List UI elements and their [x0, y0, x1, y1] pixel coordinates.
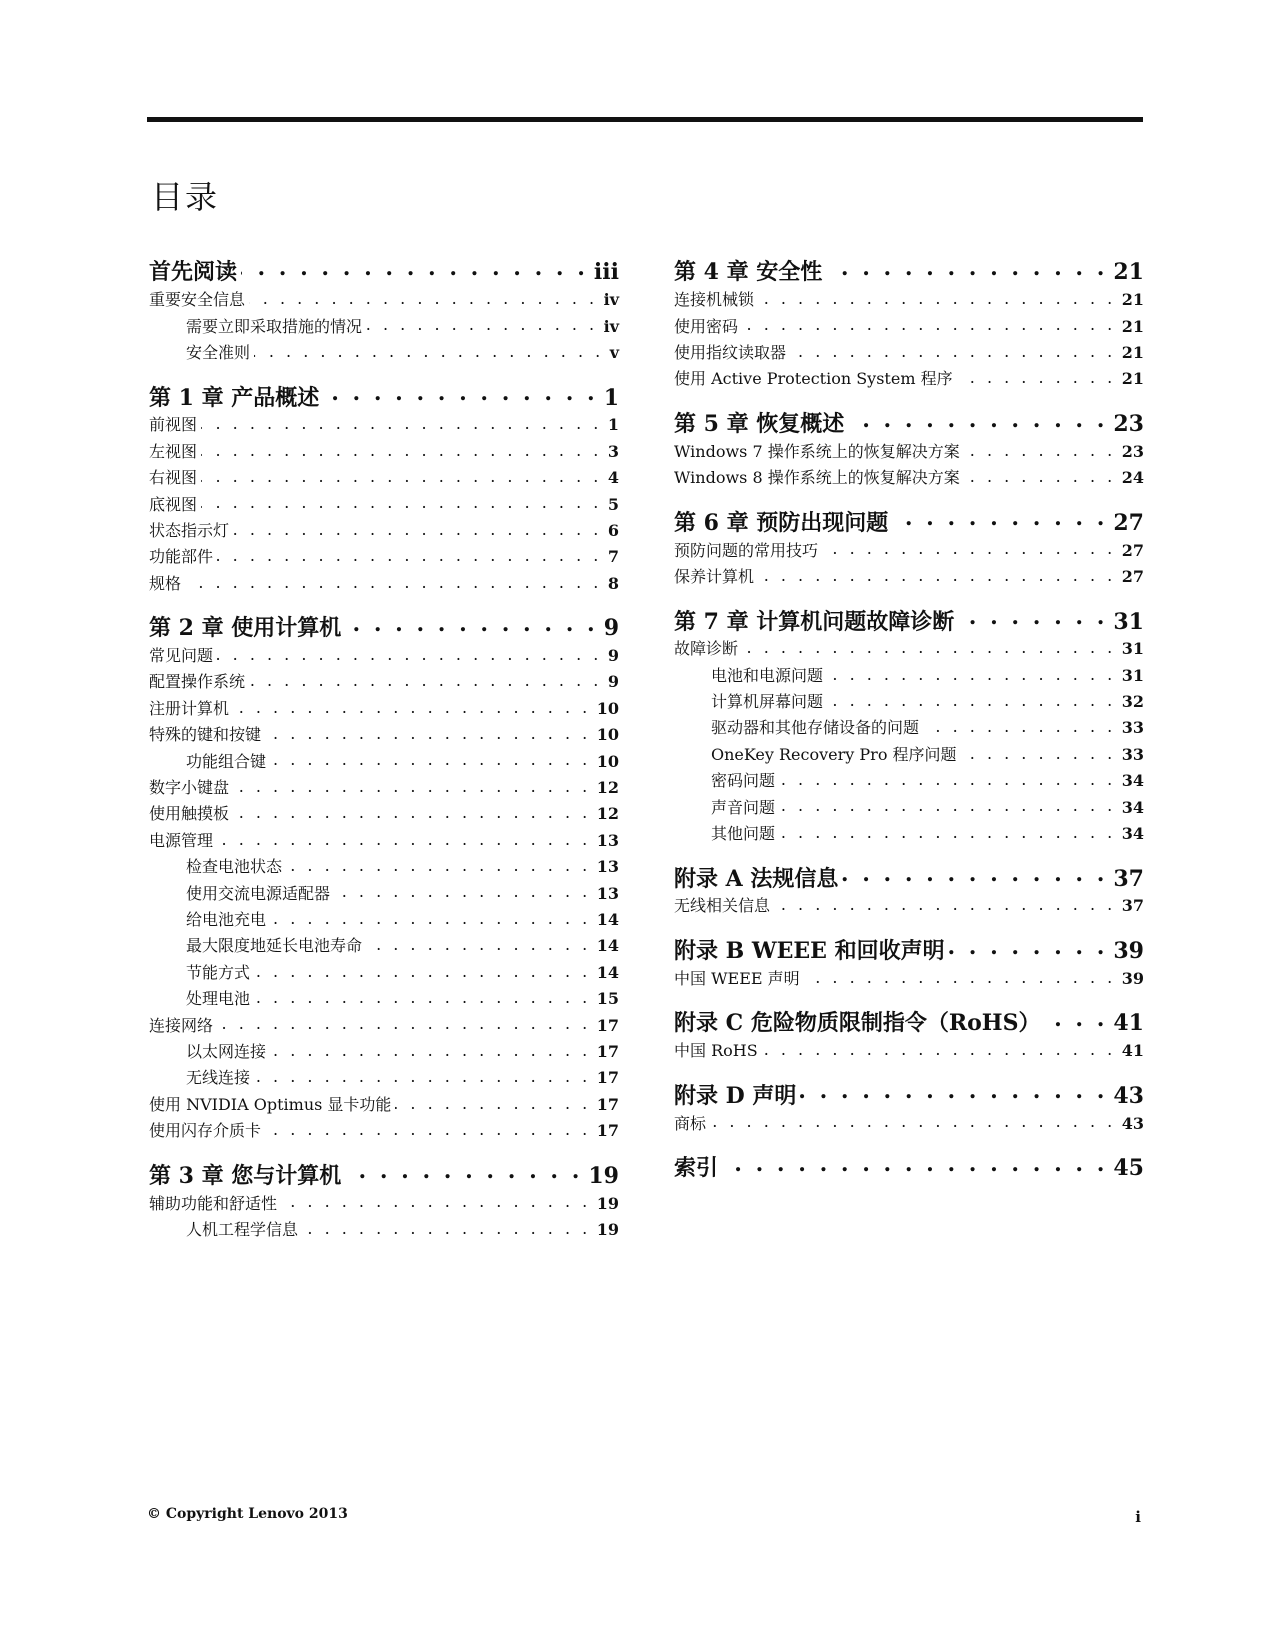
page-number: i	[1135, 1508, 1141, 1526]
toc-entry[interactable]	[149, 1011, 619, 1037]
dot-leader	[800, 1076, 1107, 1102]
toc-chapter-entry[interactable]	[149, 1156, 619, 1187]
chapter-title: 第 1 章 产品概述	[149, 384, 320, 411]
entry-label: 以太网连接	[186, 1041, 267, 1061]
entry-page-number: 23	[1121, 441, 1144, 461]
dot-leader	[233, 517, 602, 536]
entry-page-number: 13	[596, 883, 619, 903]
entry-page-number: 15	[596, 989, 619, 1009]
toc-chapter-entry[interactable]	[674, 932, 1144, 963]
entry-page-number: 5	[607, 494, 619, 514]
chapter-page-number: 31	[1113, 608, 1144, 635]
toc-subentry[interactable]	[149, 747, 619, 773]
entry-label: 常见问题	[149, 646, 214, 666]
dot-leader	[822, 536, 1116, 555]
entry-label: Windows 7 操作系统上的恢复解决方案	[674, 441, 960, 461]
entry-label: 连接网络	[149, 1015, 214, 1035]
entry-label: 规格	[149, 573, 182, 593]
entry-page-number: 17	[596, 1015, 619, 1035]
dot-leader	[201, 464, 602, 483]
dot-leader	[233, 800, 591, 819]
entry-page-number: 7	[607, 547, 619, 567]
toc-entry[interactable]	[149, 721, 619, 747]
chapter-title: 附录 D 声明	[674, 1082, 797, 1109]
toc-entry[interactable]	[149, 800, 619, 826]
dot-leader	[265, 721, 591, 740]
toc-subentry[interactable]	[149, 312, 619, 338]
entry-page-number: 19	[596, 1219, 619, 1239]
toc-subentry[interactable]	[149, 1064, 619, 1090]
dot-leader	[958, 602, 1107, 628]
chapter-title: 附录 A 法规信息	[674, 865, 839, 892]
entry-page-number: 12	[596, 804, 619, 824]
toc-chapter-entry[interactable]	[149, 378, 619, 409]
entry-label: 人机工程学信息	[186, 1219, 299, 1239]
entry-label: 最大限度地延长电池寿命	[186, 936, 363, 956]
dot-leader	[804, 965, 1116, 984]
chapter-page-number: 21	[1113, 259, 1144, 286]
entry-page-number: 21	[1121, 369, 1144, 389]
entry-page-number: 10	[596, 751, 619, 771]
toc-subentry[interactable]	[674, 662, 1144, 688]
dot-leader	[185, 570, 602, 589]
dot-leader	[254, 985, 591, 1004]
entry-page-number: 3	[607, 441, 619, 461]
toc-entry[interactable]	[149, 517, 619, 543]
dot-leader	[964, 438, 1116, 457]
entry-label: 连接机械锁	[674, 290, 755, 310]
entry-page-number: 34	[1121, 771, 1144, 791]
chapter-title: 第 7 章 计算机问题故障诊断	[674, 608, 955, 635]
toc-subentry[interactable]	[149, 932, 619, 958]
toc-chapter-entry[interactable]	[674, 859, 1144, 890]
chapter-page-number: 37	[1113, 865, 1144, 892]
entry-label: 前视图	[149, 415, 198, 435]
dot-leader	[826, 253, 1107, 279]
toc-subentry[interactable]	[149, 879, 619, 905]
dot-leader	[302, 1216, 591, 1235]
entry-label: 底视图	[149, 494, 198, 514]
chapter-page-number: 27	[1113, 509, 1144, 536]
dot-leader	[249, 668, 602, 687]
chapter-page-number: iii	[593, 259, 619, 286]
toc-entry[interactable]	[149, 695, 619, 721]
toc-section	[674, 1076, 1144, 1135]
dot-leader	[270, 906, 591, 925]
entry-page-number: 37	[1121, 896, 1144, 916]
entry-label: 密码问题	[711, 771, 776, 791]
toc-chapter-entry[interactable]	[674, 1149, 1144, 1180]
entry-label: 使用指纹读取器	[674, 342, 787, 362]
toc-section	[674, 932, 1144, 991]
dot-leader	[217, 642, 602, 661]
toc-entry[interactable]	[674, 464, 1144, 490]
chapter-title: 第 5 章 恢复概述	[674, 410, 845, 437]
dot-leader	[270, 747, 591, 766]
toc-entry[interactable]	[149, 570, 619, 596]
entry-label: 无线连接	[186, 1068, 251, 1088]
dot-leader	[923, 714, 1116, 733]
entry-page-number: 34	[1121, 797, 1144, 817]
toc-section	[149, 378, 619, 596]
dot-leader	[842, 859, 1107, 885]
entry-page-number: 14	[596, 910, 619, 929]
dot-leader	[233, 695, 591, 714]
entry-label: 重要安全信息	[149, 290, 246, 310]
header-rule	[147, 117, 1143, 122]
entry-page-number: 17	[596, 1121, 619, 1141]
entry-label: 保养计算机	[674, 566, 755, 586]
entry-label: 数字小键盘	[149, 778, 230, 798]
dot-leader	[848, 405, 1107, 431]
entry-label: 使用 Active Protection System 程序	[674, 369, 953, 389]
page-title: 目录	[151, 178, 220, 216]
dot-leader	[233, 774, 591, 793]
toc-subentry[interactable]	[149, 339, 619, 365]
entry-page-number: 14	[596, 936, 619, 956]
entry-page-number: 9	[607, 672, 619, 692]
entry-page-number: 31	[1121, 665, 1144, 685]
dot-leader	[779, 767, 1116, 786]
toc-chapter-entry[interactable]	[674, 1004, 1144, 1035]
toc-entry[interactable]	[149, 827, 619, 853]
toc-entry[interactable]	[674, 563, 1144, 589]
entry-label: 配置操作系统	[149, 672, 246, 692]
entry-page-number: 14	[596, 962, 619, 982]
entry-label: 使用 NVIDIA Optimus 显卡功能	[149, 1094, 392, 1114]
entry-label: Windows 8 操作系统上的恢复解决方案	[674, 468, 960, 488]
dot-leader	[254, 1064, 591, 1083]
toc-entry[interactable]	[149, 1091, 619, 1117]
entry-page-number: 1	[607, 415, 619, 435]
toc-entry[interactable]	[149, 286, 619, 312]
entry-page-number: 13	[596, 857, 619, 877]
toc-subentry[interactable]	[149, 959, 619, 985]
dot-leader	[964, 464, 1116, 483]
dot-leader	[366, 932, 591, 951]
dot-leader	[790, 339, 1116, 358]
entry-label: 检查电池状态	[186, 857, 283, 877]
toc-section	[149, 609, 619, 1143]
toc-entry[interactable]	[149, 438, 619, 464]
entry-page-number: 31	[1121, 639, 1144, 659]
entry-label: 处理电池	[186, 989, 251, 1009]
chapter-title: 第 2 章 使用计算机	[149, 615, 342, 642]
entry-label: 注册计算机	[149, 698, 230, 718]
entry-label: 预防问题的常用技巧	[674, 540, 819, 560]
dot-leader	[395, 1091, 590, 1110]
toc-chapter-entry[interactable]	[674, 253, 1144, 284]
toc-section	[674, 1149, 1144, 1180]
dot-leader	[254, 959, 591, 978]
toc-entry[interactable]	[674, 1037, 1144, 1063]
entry-label: 使用触摸板	[149, 804, 230, 824]
entry-label: 商标	[674, 1113, 707, 1133]
chapter-page-number: 43	[1113, 1082, 1144, 1109]
entry-page-number: 32	[1121, 692, 1144, 712]
toc-left-column	[149, 253, 619, 1255]
entry-page-number: 12	[596, 778, 619, 798]
entry-label: 无线相关信息	[674, 896, 771, 916]
dot-leader	[1044, 1004, 1107, 1030]
dot-leader	[270, 1038, 591, 1057]
entry-page-number: 34	[1121, 824, 1144, 844]
dot-leader	[201, 411, 602, 430]
entry-label: 使用交流电源适配器	[186, 883, 331, 903]
toc-subentry[interactable]	[149, 853, 619, 879]
entry-page-number: 41	[1121, 1041, 1144, 1061]
toc-section	[674, 405, 1144, 491]
entry-label: 驱动器和其他存储设备的问题	[711, 718, 920, 738]
entry-label: 计算机屏幕问题	[711, 692, 824, 712]
entry-page-number: 21	[1121, 290, 1144, 310]
toc-subentry[interactable]	[149, 906, 619, 932]
entry-label: OneKey Recovery Pro 程序问题	[711, 744, 957, 764]
toc-section	[674, 859, 1144, 918]
toc-subentry[interactable]	[674, 741, 1144, 767]
toc-chapter-entry[interactable]	[674, 1076, 1144, 1107]
dot-leader	[762, 1037, 1116, 1056]
toc-chapter-entry[interactable]	[674, 602, 1144, 633]
toc-entry[interactable]	[149, 642, 619, 668]
dot-leader	[758, 563, 1116, 582]
dot-leader	[758, 286, 1116, 305]
chapter-title: 附录 C 危险物质限制指令（RoHS）	[674, 1010, 1041, 1037]
entry-label: 功能组合键	[186, 751, 267, 771]
toc-entry[interactable]	[149, 411, 619, 437]
dot-leader	[957, 365, 1116, 384]
chapter-page-number: 19	[588, 1162, 619, 1189]
dot-leader	[722, 1149, 1107, 1175]
dot-leader	[779, 820, 1116, 839]
entry-page-number: 10	[596, 698, 619, 718]
chapter-title: 第 4 章 安全性	[674, 259, 823, 286]
entry-label: 节能方式	[186, 962, 251, 982]
toc-section	[674, 602, 1144, 846]
toc-entry[interactable]	[674, 438, 1144, 464]
dot-leader	[827, 688, 1116, 707]
dot-leader	[281, 1189, 591, 1208]
toc-subentry[interactable]	[674, 820, 1144, 846]
dot-leader	[254, 339, 604, 358]
toc-entry[interactable]	[674, 1109, 1144, 1135]
entry-page-number: 10	[596, 725, 619, 745]
chapter-title: 首先阅读	[149, 259, 238, 286]
dot-leader	[217, 827, 591, 846]
entry-page-number: iv	[603, 316, 619, 336]
toc-entry[interactable]	[149, 668, 619, 694]
entry-label: 电池和电源问题	[711, 665, 824, 685]
toc-subentry[interactable]	[674, 688, 1144, 714]
entry-label: 功能部件	[149, 547, 214, 567]
entry-page-number: 27	[1121, 540, 1144, 560]
dot-leader	[249, 286, 598, 305]
dot-leader	[217, 1011, 591, 1030]
entry-page-number: 39	[1121, 968, 1144, 988]
chapter-page-number: 45	[1113, 1155, 1144, 1182]
entry-page-number: 33	[1121, 744, 1144, 764]
dot-leader	[710, 1109, 1116, 1128]
dot-leader	[345, 609, 597, 635]
dot-leader	[827, 662, 1116, 681]
entry-label: 故障诊断	[674, 639, 739, 659]
toc-entry[interactable]	[149, 490, 619, 516]
dot-leader	[742, 312, 1116, 331]
chapter-page-number: 23	[1113, 410, 1144, 437]
toc-subentry[interactable]	[674, 793, 1144, 819]
entry-label: 电源管理	[149, 830, 214, 850]
entry-label: 其他问题	[711, 824, 776, 844]
entry-page-number: 17	[596, 1068, 619, 1088]
toc-entry[interactable]	[674, 965, 1144, 991]
toc-entry[interactable]	[674, 536, 1144, 562]
entry-page-number: 27	[1121, 566, 1144, 586]
toc-section	[149, 253, 619, 365]
entry-page-number: iv	[603, 290, 619, 310]
chapter-page-number: 9	[603, 615, 619, 642]
entry-label: 给电池充电	[186, 910, 267, 929]
chapter-page-number: 39	[1113, 938, 1144, 965]
copyright-notice: © Copyright Lenovo 2013	[147, 1506, 348, 1522]
entry-page-number: 13	[596, 830, 619, 850]
toc-subentry[interactable]	[149, 1038, 619, 1064]
dot-leader	[961, 741, 1116, 760]
toc-entry[interactable]	[674, 312, 1144, 338]
entry-label: 左视图	[149, 441, 198, 461]
toc-entry[interactable]	[149, 1117, 619, 1143]
dot-leader	[742, 635, 1116, 654]
entry-label: 声音问题	[711, 797, 776, 817]
dot-leader	[366, 312, 598, 331]
dot-leader	[949, 932, 1108, 958]
entry-page-number: 21	[1121, 342, 1144, 362]
entry-page-number: 33	[1121, 718, 1144, 738]
entry-label: 状态指示灯	[149, 520, 230, 540]
toc-entry[interactable]	[149, 543, 619, 569]
entry-page-number: v	[609, 342, 619, 362]
toc-entry[interactable]	[674, 892, 1144, 918]
toc-subentry[interactable]	[674, 714, 1144, 740]
chapter-title: 第 3 章 您与计算机	[149, 1162, 342, 1189]
entry-page-number: 21	[1121, 316, 1144, 336]
entry-page-number: 9	[607, 646, 619, 666]
dot-leader	[774, 892, 1116, 911]
toc-subentry[interactable]	[149, 985, 619, 1011]
toc-chapter-entry[interactable]	[674, 503, 1144, 534]
chapter-title: 索引	[674, 1155, 719, 1182]
entry-page-number: 8	[607, 573, 619, 593]
dot-leader	[201, 438, 602, 457]
entry-page-number: 6	[607, 520, 619, 540]
toc-section	[674, 1004, 1144, 1063]
entry-page-number: 4	[607, 468, 619, 488]
dot-leader	[323, 378, 597, 404]
entry-label: 需要立即采取措施的情况	[186, 316, 363, 336]
entry-page-number: 43	[1121, 1113, 1144, 1133]
toc-section	[674, 253, 1144, 392]
entry-label: 中国 RoHS	[674, 1041, 758, 1061]
entry-label: 使用闪存介质卡	[149, 1121, 262, 1141]
chapter-title: 附录 B WEEE 和回收声明	[674, 938, 945, 965]
toc-chapter-entry[interactable]	[149, 253, 619, 284]
dot-leader	[779, 793, 1116, 812]
entry-page-number: 24	[1121, 468, 1144, 488]
chapter-page-number: 1	[603, 384, 619, 411]
entry-page-number: 17	[596, 1094, 619, 1114]
toc-chapter-entry[interactable]	[149, 609, 619, 640]
toc-entry[interactable]	[674, 365, 1144, 391]
dot-leader	[286, 853, 591, 872]
toc-entry[interactable]	[149, 1189, 619, 1215]
chapter-title: 第 6 章 预防出现问题	[674, 509, 889, 536]
entry-page-number: 17	[596, 1041, 619, 1061]
toc-right-column	[674, 253, 1144, 1193]
toc-section	[149, 1156, 619, 1242]
toc-entry[interactable]	[149, 774, 619, 800]
dot-leader	[345, 1156, 582, 1182]
toc-subentry[interactable]	[674, 767, 1144, 793]
toc-section	[674, 503, 1144, 589]
entry-label: 右视图	[149, 468, 198, 488]
toc-entry[interactable]	[674, 286, 1144, 312]
chapter-page-number: 41	[1113, 1010, 1144, 1037]
dot-leader	[241, 253, 588, 279]
entry-label: 使用密码	[674, 316, 739, 336]
toc-subentry[interactable]	[149, 1216, 619, 1242]
entry-label: 辅助功能和舒适性	[149, 1193, 278, 1213]
dot-leader	[201, 490, 602, 509]
entry-page-number: 19	[596, 1193, 619, 1213]
dot-leader	[334, 879, 591, 898]
dot-leader	[892, 503, 1107, 529]
toc-chapter-entry[interactable]	[674, 405, 1144, 436]
entry-label: 特殊的键和按键	[149, 725, 262, 745]
toc-entry[interactable]	[674, 635, 1144, 661]
toc-entry[interactable]	[674, 339, 1144, 365]
entry-label: 中国 WEEE 声明	[674, 968, 800, 988]
toc-entry[interactable]	[149, 464, 619, 490]
entry-label: 安全准则	[186, 342, 251, 362]
dot-leader	[265, 1117, 591, 1136]
dot-leader	[217, 543, 602, 562]
